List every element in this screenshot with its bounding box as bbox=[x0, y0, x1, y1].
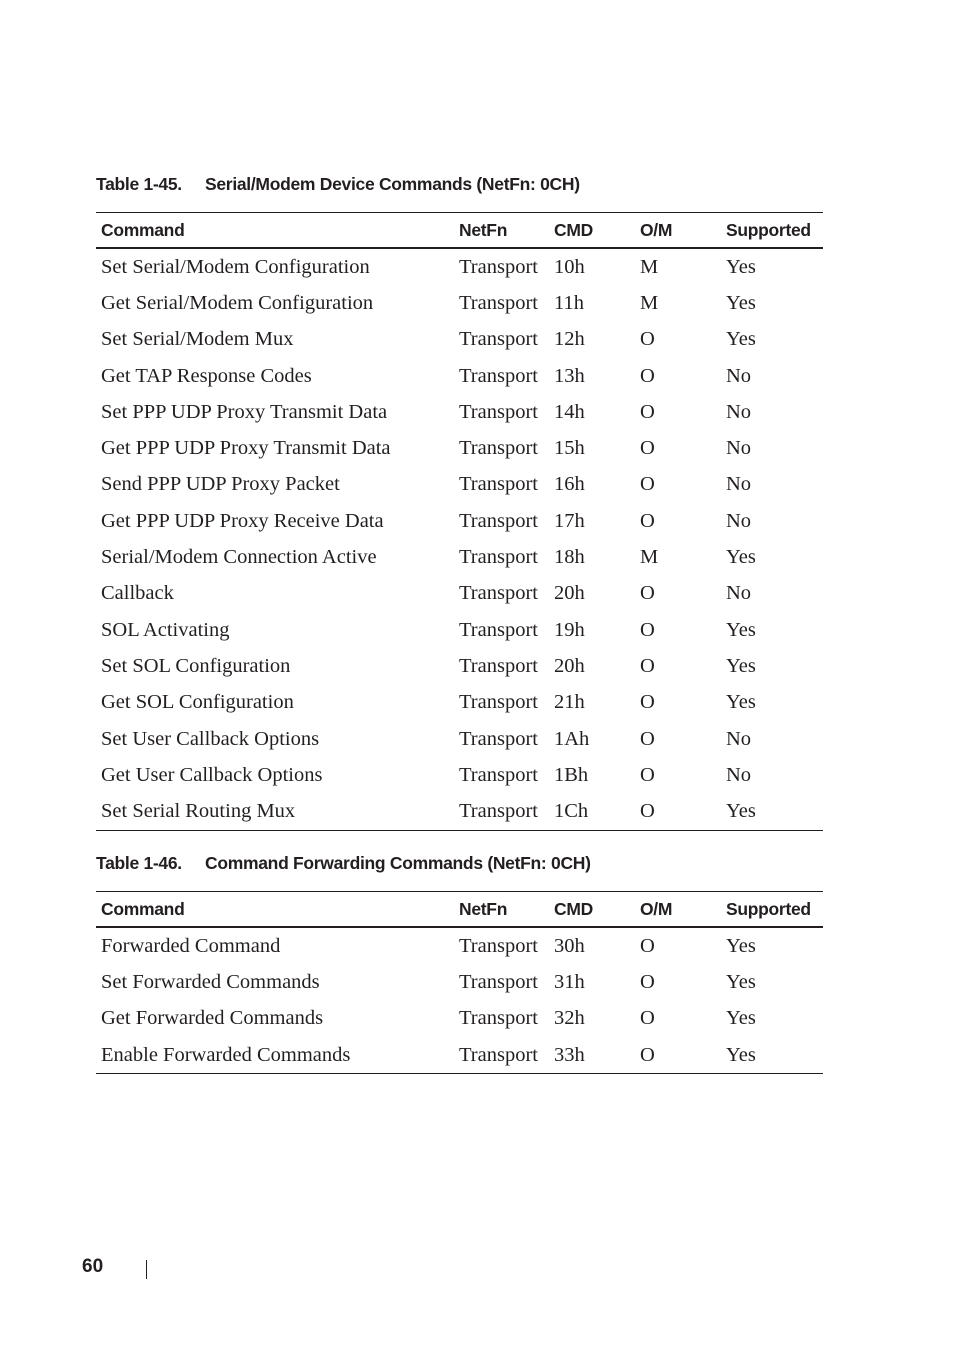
netfn-cell: Transport bbox=[459, 763, 538, 786]
supported-cell: Yes bbox=[726, 654, 756, 677]
netfn-cell: Transport bbox=[459, 255, 538, 278]
table-row bbox=[96, 757, 823, 793]
cmd-cell: 10h bbox=[554, 255, 585, 278]
page-number: 60 bbox=[82, 1256, 104, 1277]
netfn-cell: Transport bbox=[459, 1043, 538, 1066]
om-cell: O bbox=[640, 1043, 655, 1066]
supported-cell: Yes bbox=[726, 800, 756, 823]
om-cell: O bbox=[640, 654, 655, 677]
table-header-row bbox=[96, 213, 823, 249]
command-cell: Get PPP UDP Proxy Transmit Data bbox=[101, 437, 391, 460]
netfn-cell: Transport bbox=[459, 800, 538, 823]
table-title: Command Forwarding Commands (NetFn: 0CH) bbox=[205, 853, 591, 873]
command-cell: Set User Callback Options bbox=[101, 727, 320, 750]
om-cell: O bbox=[640, 691, 655, 714]
table-row bbox=[96, 503, 823, 539]
om-cell: O bbox=[640, 364, 655, 387]
table-row bbox=[96, 648, 823, 684]
supported-cell: Yes bbox=[726, 291, 756, 314]
cmd-cell: 17h bbox=[554, 509, 585, 532]
om-cell: O bbox=[640, 473, 655, 496]
supported-cell: Yes bbox=[726, 618, 756, 641]
netfn-cell: Transport bbox=[459, 364, 538, 387]
om-cell: O bbox=[640, 763, 655, 786]
table-number: Table 1-46. bbox=[96, 853, 182, 873]
om-cell: O bbox=[640, 328, 655, 351]
command-cell: Get Forwarded Commands bbox=[101, 1007, 324, 1030]
om-cell: O bbox=[640, 618, 655, 641]
om-cell: O bbox=[640, 509, 655, 532]
footer-divider bbox=[146, 1260, 147, 1279]
supported-cell: No bbox=[726, 509, 752, 532]
cmd-cell: 16h bbox=[554, 473, 585, 496]
command-cell: Callback bbox=[101, 582, 174, 605]
om-cell: O bbox=[640, 970, 655, 993]
command-cell: Set Forwarded Commands bbox=[101, 970, 320, 993]
cmd-cell: 18h bbox=[554, 546, 585, 569]
om-cell: M bbox=[640, 255, 659, 278]
command-cell: Send PPP UDP Proxy Packet bbox=[101, 473, 340, 496]
netfn-cell: Transport bbox=[459, 437, 538, 460]
table-row bbox=[96, 612, 823, 648]
cmd-cell: 13h bbox=[554, 364, 585, 387]
supported-cell: Yes bbox=[726, 546, 756, 569]
command-cell: Set Serial/Modem Mux bbox=[101, 328, 294, 351]
supported-cell: Yes bbox=[726, 328, 756, 351]
netfn-cell: Transport bbox=[459, 473, 538, 496]
column-header: Supported bbox=[726, 898, 811, 919]
om-cell: O bbox=[640, 582, 655, 605]
table-row bbox=[96, 1001, 823, 1037]
table-row bbox=[96, 927, 823, 964]
om-cell: M bbox=[640, 546, 659, 569]
column-header: Supported bbox=[726, 219, 811, 240]
cmd-cell: 32h bbox=[554, 1007, 585, 1030]
table-body bbox=[96, 248, 823, 830]
supported-cell: Yes bbox=[726, 970, 756, 993]
command-cell: Set Serial/Modem Configuration bbox=[101, 255, 370, 278]
table-caption bbox=[96, 174, 580, 195]
om-cell: O bbox=[640, 800, 655, 823]
cmd-cell: 31h bbox=[554, 970, 585, 993]
supported-cell: No bbox=[726, 473, 752, 496]
table-body bbox=[96, 927, 823, 1074]
table-row bbox=[96, 685, 823, 721]
command-cell: Get TAP Response Codes bbox=[101, 364, 312, 387]
netfn-cell: Transport bbox=[459, 582, 538, 605]
cmd-cell: 20h bbox=[554, 654, 585, 677]
netfn-cell: Transport bbox=[459, 934, 538, 957]
table-row bbox=[96, 793, 823, 830]
cmd-cell: 33h bbox=[554, 1043, 585, 1066]
table-row bbox=[96, 358, 823, 394]
command-cell: SOL Activating bbox=[101, 618, 230, 641]
table-row bbox=[96, 248, 823, 285]
supported-cell: No bbox=[726, 400, 752, 423]
command-cell: Set Serial Routing Mux bbox=[101, 800, 296, 823]
netfn-cell: Transport bbox=[459, 509, 538, 532]
column-header: NetFn bbox=[459, 898, 508, 919]
netfn-cell: Transport bbox=[459, 618, 538, 641]
table-row bbox=[96, 576, 823, 612]
cmd-cell: 1Bh bbox=[554, 763, 589, 786]
supported-cell: No bbox=[726, 437, 752, 460]
command-forwarding-commands-table bbox=[96, 891, 823, 1074]
command-cell: Set PPP UDP Proxy Transmit Data bbox=[101, 400, 388, 423]
netfn-cell: Transport bbox=[459, 654, 538, 677]
netfn-cell: Transport bbox=[459, 291, 538, 314]
command-cell: Set SOL Configuration bbox=[101, 654, 291, 677]
supported-cell: No bbox=[726, 582, 752, 605]
netfn-cell: Transport bbox=[459, 727, 538, 750]
command-cell: Enable Forwarded Commands bbox=[101, 1043, 351, 1066]
cmd-cell: 1Ah bbox=[554, 727, 590, 750]
command-cell: Get SOL Configuration bbox=[101, 691, 294, 714]
table-row bbox=[96, 721, 823, 757]
supported-cell: Yes bbox=[726, 691, 756, 714]
table-caption bbox=[96, 853, 591, 874]
supported-cell: No bbox=[726, 727, 752, 750]
supported-cell: Yes bbox=[726, 1043, 756, 1066]
cmd-cell: 20h bbox=[554, 582, 585, 605]
table-row bbox=[96, 964, 823, 1000]
column-header: CMD bbox=[554, 219, 593, 240]
column-header: NetFn bbox=[459, 219, 508, 240]
command-cell: Get User Callback Options bbox=[101, 763, 323, 786]
netfn-cell: Transport bbox=[459, 400, 538, 423]
cmd-cell: 21h bbox=[554, 691, 585, 714]
om-cell: O bbox=[640, 400, 655, 423]
table-title: Serial/Modem Device Commands (NetFn: 0CH) bbox=[205, 174, 580, 194]
table-row bbox=[96, 285, 823, 321]
table-row bbox=[96, 322, 823, 358]
cmd-cell: 19h bbox=[554, 618, 585, 641]
cmd-cell: 14h bbox=[554, 400, 585, 423]
column-header: O/M bbox=[640, 898, 673, 919]
om-cell: M bbox=[640, 291, 659, 314]
cmd-cell: 30h bbox=[554, 934, 585, 957]
netfn-cell: Transport bbox=[459, 328, 538, 351]
netfn-cell: Transport bbox=[459, 1007, 538, 1030]
table-number: Table 1-45. bbox=[96, 174, 182, 194]
cmd-cell: 15h bbox=[554, 437, 585, 460]
supported-cell: No bbox=[726, 763, 752, 786]
supported-cell: Yes bbox=[726, 255, 756, 278]
column-header: CMD bbox=[554, 898, 593, 919]
column-header: O/M bbox=[640, 219, 673, 240]
table-row bbox=[96, 1037, 823, 1074]
cmd-cell: 1Ch bbox=[554, 800, 589, 823]
netfn-cell: Transport bbox=[459, 546, 538, 569]
table-header-row bbox=[96, 892, 823, 928]
cmd-cell: 11h bbox=[554, 291, 584, 314]
om-cell: O bbox=[640, 934, 655, 957]
cmd-cell: 12h bbox=[554, 328, 585, 351]
table-row bbox=[96, 430, 823, 466]
supported-cell: Yes bbox=[726, 1007, 756, 1030]
command-cell: Forwarded Command bbox=[101, 934, 281, 957]
supported-cell: Yes bbox=[726, 934, 756, 957]
column-header: Command bbox=[101, 219, 185, 240]
table-row bbox=[96, 394, 823, 430]
command-cell: Get PPP UDP Proxy Receive Data bbox=[101, 509, 384, 532]
command-cell: Get Serial/Modem Configuration bbox=[101, 291, 374, 314]
supported-cell: No bbox=[726, 364, 752, 387]
om-cell: O bbox=[640, 437, 655, 460]
om-cell: O bbox=[640, 1007, 655, 1030]
om-cell: O bbox=[640, 727, 655, 750]
netfn-cell: Transport bbox=[459, 691, 538, 714]
netfn-cell: Transport bbox=[459, 970, 538, 993]
table-row bbox=[96, 467, 823, 503]
table-row bbox=[96, 539, 823, 575]
command-cell: Serial/Modem Connection Active bbox=[101, 546, 377, 569]
column-header: Command bbox=[101, 898, 185, 919]
serial-modem-commands-table bbox=[96, 212, 823, 831]
